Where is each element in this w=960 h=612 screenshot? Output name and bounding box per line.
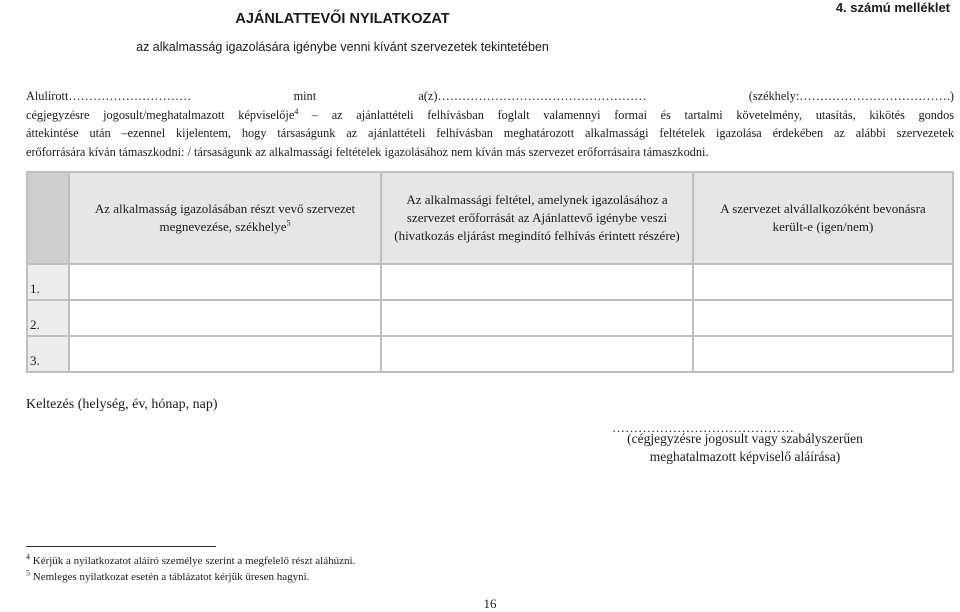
table-header-row xyxy=(27,172,953,264)
table-row xyxy=(27,336,953,372)
organisation-cell[interactable] xyxy=(69,264,381,300)
row-number: 1. xyxy=(27,264,69,300)
declaration-line-4: erőforrására kíván támaszkodni: / társaságunk az alkalmassági feltételek igazolásához nem kíván más szervezet erőforrásaira támaszkodni. xyxy=(26,144,709,159)
declaration-paragraph xyxy=(26,87,954,161)
row-number: 3. xyxy=(27,336,69,372)
condition-cell[interactable] xyxy=(381,300,693,336)
company-seat-field: (székhely:……………………………….) xyxy=(748,89,954,103)
footnote-separator xyxy=(26,546,216,547)
declarant-role-word: mint xyxy=(293,89,317,103)
organisation-cell[interactable] xyxy=(69,300,381,336)
table-row xyxy=(27,300,953,336)
subcontractor-cell[interactable] xyxy=(693,300,953,336)
annex-label: 4. számú melléklet xyxy=(835,0,950,15)
table-header-subcontractor: A szervezet alvállalkozóként bevonásra került-e (igen/nem) xyxy=(693,172,953,264)
company-name-field: a(z)…………………………………………… xyxy=(418,89,647,103)
condition-cell[interactable] xyxy=(381,336,693,372)
document-title: AJÁNLATTEVŐI NYILATKOZAT xyxy=(235,11,450,27)
table-row xyxy=(27,264,953,300)
condition-cell[interactable] xyxy=(381,264,693,300)
table-header-condition: Az alkalmassági feltétel, amelynek igazolásához a szervezet erőforrását az Ajánlattevő igénybe veszi (hivatkozás eljárást megindító felhívás érintett részére) xyxy=(381,172,693,264)
declarant-name-field: Alulírott………………………… xyxy=(26,89,192,103)
resource-organisations-table xyxy=(26,171,954,373)
signature-line: …………………………………… xyxy=(612,420,794,435)
subcontractor-cell[interactable] xyxy=(693,336,953,372)
dating-label: Keltezés (helység, év, hónap, nap) xyxy=(26,397,218,412)
row-number: 2. xyxy=(27,300,69,336)
footnotes xyxy=(26,553,355,585)
organisation-cell[interactable] xyxy=(69,336,381,372)
table-corner-cell xyxy=(27,172,69,264)
footnote-ref-4: 4 xyxy=(294,106,299,116)
declaration-line-1 xyxy=(26,87,954,106)
document-subtitle: az alkalmasság igazolására igénybe venni kívánt szervezetek tekintetében xyxy=(136,40,549,54)
subcontractor-cell[interactable] xyxy=(693,264,953,300)
declaration-line-3: áttekintése után –ezennel kijelentem, hogy társaságunk az ajánlattételi felhívásban meghatározott alkalmassági feltételek igazolása érdekében az alábbi szervezetek xyxy=(26,126,954,141)
footnote-5: $^5$ Nemleges nyilatkozat esetén a táblázatot kérjük üresen hagyni. xyxy=(26,568,310,583)
signature-caption: (cégjegyzésre jogosult vagy szabályszerűen meghatalmazott képviselő aláírása) xyxy=(627,431,863,464)
declaration-line-2: cégjegyzésre jogosult/meghatalmazott képviselője$^4$ – az ajánlattételi felhívásban foglalt valamennyi formai és tartalmi követelmény, utasítás, kikötés gondos xyxy=(26,106,954,122)
footnote-4: $^4$ Kérjük a nyilatkozatot aláíró személye szerint a megfelelő részt aláhúzni. xyxy=(26,552,356,567)
footnote-ref-5: 5 xyxy=(286,218,291,228)
table-header-organisation: Az alkalmasság igazolásában részt vevő szervezet megnevezése, székhelye$^5$ xyxy=(69,172,381,264)
page-number: 16 xyxy=(483,596,497,611)
